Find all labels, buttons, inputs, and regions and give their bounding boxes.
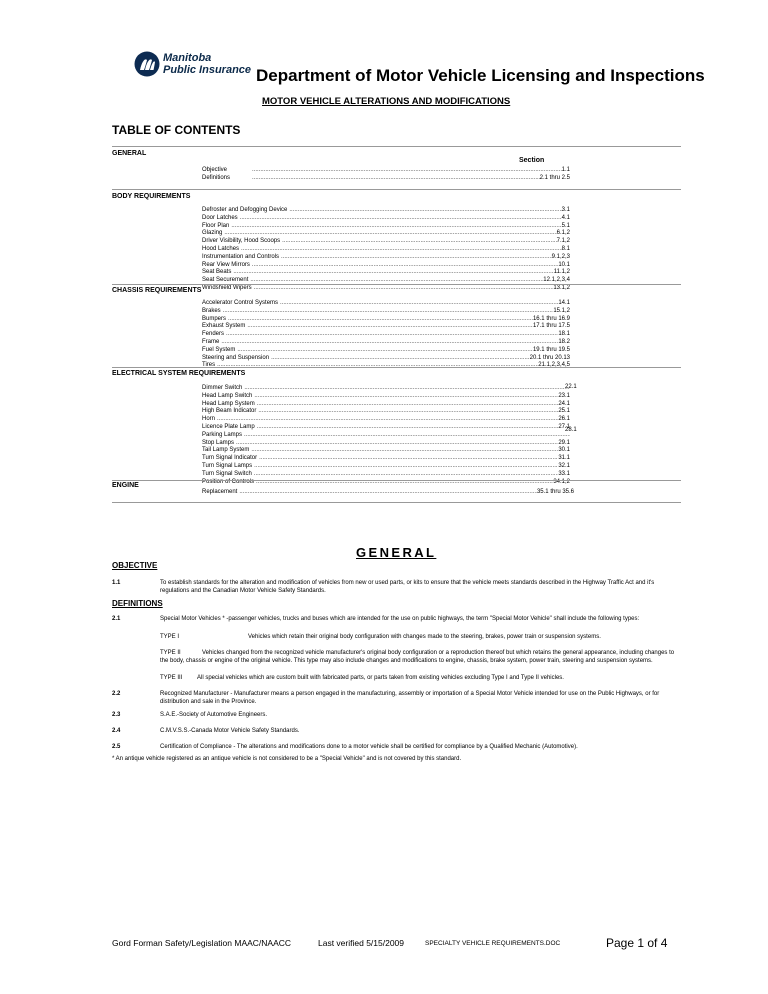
toc-ref: 32.1 <box>558 462 570 469</box>
type-label: TYPE II <box>160 650 181 656</box>
type-label: TYPE I <box>160 634 180 640</box>
toc-ref: 20.1 thru 20.13 <box>529 354 570 361</box>
toc-ref: 31.1 <box>558 455 570 462</box>
footer-verified: Last verified 5/15/2009 <box>318 938 405 948</box>
toc-label: Brakes <box>202 307 221 314</box>
toc-section-engine: ENGINE <box>112 482 139 489</box>
toc-ref: 18.2 <box>558 338 570 345</box>
toc-label: Windshield Wipers <box>202 284 252 291</box>
toc-section-chassis: CHASSIS REQUIREMENTS <box>112 287 202 294</box>
toc-section-general: GENERAL <box>112 150 147 157</box>
toc-label: Objective <box>202 167 228 173</box>
toc-label: Driver Visibility, Hood Scoops <box>202 238 281 245</box>
toc-label: Replacement <box>202 489 238 495</box>
definitions-heading: DEFINITIONS <box>112 599 163 608</box>
toc-row[interactable] <box>202 215 570 223</box>
toc-ref: 9.1,2,3 <box>551 253 570 260</box>
toc-label: Tires <box>202 362 216 369</box>
toc-row[interactable] <box>202 416 570 424</box>
toc-label: Turn Signal Indicator <box>202 455 258 462</box>
toc-ref: 14.1 <box>558 300 570 306</box>
definition-text: Special Motor Vehicles * -passenger vehicles, trucks and buses which are intended for the use on public highways, the term "Special Motor Vehicle" shall include the following types: <box>160 616 640 622</box>
definition-text: Recognized Manufacturer - Manufacturer means a person engaged in the manufacturing, assembly or importation of a Special Motor Vehicle intended for use on the Public Highways, or for distribution and sale in the Province. <box>160 691 660 705</box>
toc-ref: 17.1 thru 17.5 <box>532 323 570 330</box>
toc-row[interactable] <box>202 471 570 479</box>
type-text: Vehicles which retain their original body configuration with changes made to the steering, brakes, power train or suspension systems. <box>248 634 601 640</box>
toc-ref: 16.1 thru 16.9 <box>532 315 570 322</box>
toc-ref: 30.1 <box>558 447 570 454</box>
clause-number: 2.2 <box>112 691 121 697</box>
toc-label: Frame <box>202 338 220 345</box>
toc-row[interactable] <box>202 238 570 246</box>
toc-label: Definitions <box>202 174 231 181</box>
dimmer-switch-ref: 22.1 <box>565 384 577 390</box>
divider <box>112 480 681 481</box>
logo-wordmark <box>163 52 251 76</box>
logo-line-1: Manitoba <box>163 52 212 64</box>
toc-label: Glazing <box>202 230 223 237</box>
divider <box>112 146 681 147</box>
toc-ref: 15.1,2 <box>553 307 570 314</box>
toc-label: High Beam Indicator <box>202 408 257 415</box>
toc-ref: 12.1,2,3,4 <box>543 277 570 284</box>
toc-list-chassis <box>202 300 570 370</box>
toc-label: Seat Beats <box>202 269 232 276</box>
logo-line-2: Public Insurance <box>163 64 252 76</box>
toc-label: Licence Plate Lamp <box>202 423 255 430</box>
toc-row[interactable] <box>202 408 570 416</box>
toc-label: Instrumentation and Controls <box>202 253 280 260</box>
toc-ref: 25.1 <box>558 408 570 415</box>
toc-row[interactable] <box>202 175 570 183</box>
toc-ref: 26.1 <box>558 416 570 423</box>
toc-label: Door Latches <box>202 214 238 221</box>
toc-label: Steering and Suspension <box>202 354 270 361</box>
clause-number: 2.4 <box>112 728 121 734</box>
footnote: * An antique vehicle registered as an antique vehicle is not considered to be a "Special Vehicle" and is not covered by this standard. <box>112 756 462 762</box>
toc-label: Parking Lamps <box>202 431 243 438</box>
toc-row[interactable] <box>202 207 570 215</box>
clause-number: 1.1 <box>112 580 121 586</box>
toc-label: Dimmer Switch <box>202 385 243 391</box>
toc-row[interactable] <box>202 432 570 440</box>
toc-row[interactable] <box>202 401 570 409</box>
page-number: Page 1 of 4 <box>606 936 668 950</box>
toc-row[interactable] <box>202 167 570 175</box>
toc-label: Position of Controls <box>202 478 255 485</box>
toc-row[interactable] <box>202 254 570 262</box>
toc-row[interactable] <box>202 300 570 308</box>
toc-list-electrical <box>202 385 570 486</box>
toc-ref: 7.1,2 <box>556 238 570 245</box>
toc-row[interactable] <box>202 385 570 393</box>
clause-number: 2.1 <box>112 616 121 622</box>
toc-row[interactable] <box>202 308 570 316</box>
toc-label: Horn <box>202 416 216 423</box>
definition-text: Certification of Compliance - The alterations and modifications done to a motor vehicle shall be certified for compliance by a Qualified Mechanic (Automotive). <box>160 744 578 750</box>
toc-label: Turn Signal Switch <box>202 470 252 477</box>
toc-row[interactable] <box>202 316 570 324</box>
toc-label: Fuel System <box>202 346 236 353</box>
toc-ref: 35.1 thru 35.6 <box>536 489 574 495</box>
toc-ref: 1.1 <box>561 167 570 173</box>
toc-row[interactable] <box>202 489 574 497</box>
toc-ref: 2.1 thru 2.5 <box>539 174 570 181</box>
toc-ref: 33.1 <box>558 470 570 477</box>
toc-row[interactable] <box>202 331 570 339</box>
objective-heading: OBJECTIVE <box>112 561 158 570</box>
toc-ref: 34.1,2 <box>553 478 570 485</box>
toc-ref: 29.1 <box>558 439 570 446</box>
toc-row[interactable] <box>202 424 570 432</box>
footer-author: Gord Forman Safety/Legislation MAAC/NAACC <box>112 938 292 948</box>
toc-label: Turn Signal Lamps <box>202 462 253 469</box>
divider <box>112 502 681 503</box>
toc-ref: 21.1,2,3,4,5 <box>538 362 570 369</box>
toc-row[interactable] <box>202 463 570 471</box>
toc-row[interactable] <box>202 440 570 448</box>
toc-label: Tail Lamp System <box>202 447 250 454</box>
toc-ref: 4.1 <box>561 214 570 221</box>
toc-label: Exhaust System <box>202 323 246 330</box>
toc-section-electrical: ELECTRICAL SYSTEM REQUIREMENTS <box>112 370 246 377</box>
toc-label: Seat Securement <box>202 277 249 284</box>
toc-list-engine <box>202 489 574 497</box>
toc-ref: 18.1 <box>558 331 570 338</box>
toc-ref: 27.1 <box>558 423 570 430</box>
toc-row[interactable] <box>202 269 570 277</box>
toc-label: Defroster and Defogging Device <box>202 207 288 213</box>
general-heading: GENERAL <box>356 545 437 560</box>
toc-ref: 11.1,2 <box>553 269 570 276</box>
toc-label: Hood Latches <box>202 245 240 252</box>
toc-row[interactable] <box>202 355 570 363</box>
toc-label: Stop Lamps <box>202 439 235 446</box>
toc-row[interactable] <box>202 455 570 463</box>
toc-label: Fenders <box>202 331 225 338</box>
objective-text: To establish standards for the alteration and modification of vehicles from new or used parts, or kits to ensure that the vehicle meets standards described in the Highway Traffic Act and it's regulations and the Canadian Motor Vehicle Safety Standards. <box>160 580 655 594</box>
type-text: All special vehicles which are custom built with fabricated parts, or parts taken from existing vehicles excluding Type I and Type II vehicles. <box>197 675 564 681</box>
toc-ref: 24.1 <box>558 400 570 407</box>
toc-row[interactable] <box>202 393 570 401</box>
toc-row[interactable] <box>202 230 570 238</box>
clause-number: 2.5 <box>112 744 121 750</box>
toc-row[interactable] <box>202 223 570 231</box>
toc-ref: 3.1 <box>561 207 570 213</box>
toc-label: Floor Plan <box>202 222 230 229</box>
toc-label: Head Lamp Switch <box>202 392 253 399</box>
toc-row[interactable] <box>202 262 570 270</box>
document-subtitle: MOTOR VEHICLE ALTERATIONS AND MODIFICATIONS <box>262 96 511 107</box>
toc-section-body: BODY REQUIREMENTS <box>112 193 191 200</box>
definition-text: C.M.V.S.S.-Canada Motor Vehicle Safety Standards. <box>160 728 300 734</box>
toc-ref: 8.1 <box>561 245 570 252</box>
toc-row[interactable] <box>202 339 570 347</box>
toc-row[interactable] <box>202 285 570 293</box>
toc-ref: 23.1 <box>558 392 570 399</box>
toc-label: Rear View Mirrors <box>202 261 250 268</box>
type-text: Vehicles changed from the recognized vehicle manufacturer's original body configuration or a reproduction thereof but which retains the general appearance, including changes to the body, chassis or engine of the original vehicle. This type may also include changes and modifications to engine, chassis, brake system, power train, steering and suspension systems. <box>160 650 675 664</box>
toc-label: Head Lamp System <box>202 400 255 407</box>
toc-label: Accelerator Control Systems <box>202 300 279 306</box>
document-title: Department of Motor Vehicle Licensing and Inspections <box>256 66 705 85</box>
toc-ref: 13.1,2 <box>553 284 570 291</box>
toc-row[interactable] <box>202 323 570 331</box>
divider <box>112 189 681 190</box>
definition-text: S.A.E.-Society of Automotive Engineers. <box>160 712 268 718</box>
clause-number: 2.3 <box>112 712 121 718</box>
parking-lamps-ref: 28.1 <box>565 427 577 433</box>
toc-ref: 19.1 thru 19.5 <box>532 346 570 353</box>
divider <box>112 367 681 368</box>
toc-ref: 5.1 <box>561 222 570 229</box>
type-label: TYPE III <box>160 675 183 681</box>
toc-ref: 6.1,2 <box>556 230 570 237</box>
divider <box>112 284 681 285</box>
section-column-label: Section <box>519 157 545 164</box>
toc-row[interactable] <box>202 246 570 254</box>
toc-list-body <box>202 207 570 293</box>
mpi-logo-icon <box>134 51 160 77</box>
footer-filename: SPECIALTY VEHICLE REQUIREMENTS.DOC <box>425 940 561 947</box>
toc-label: Bumpers <box>202 315 227 322</box>
toc-title: TABLE OF CONTENTS <box>112 123 241 137</box>
toc-row[interactable] <box>202 447 570 455</box>
toc-list-general <box>202 167 570 183</box>
toc-ref: 10.1 <box>558 261 570 268</box>
toc-row[interactable] <box>202 347 570 355</box>
